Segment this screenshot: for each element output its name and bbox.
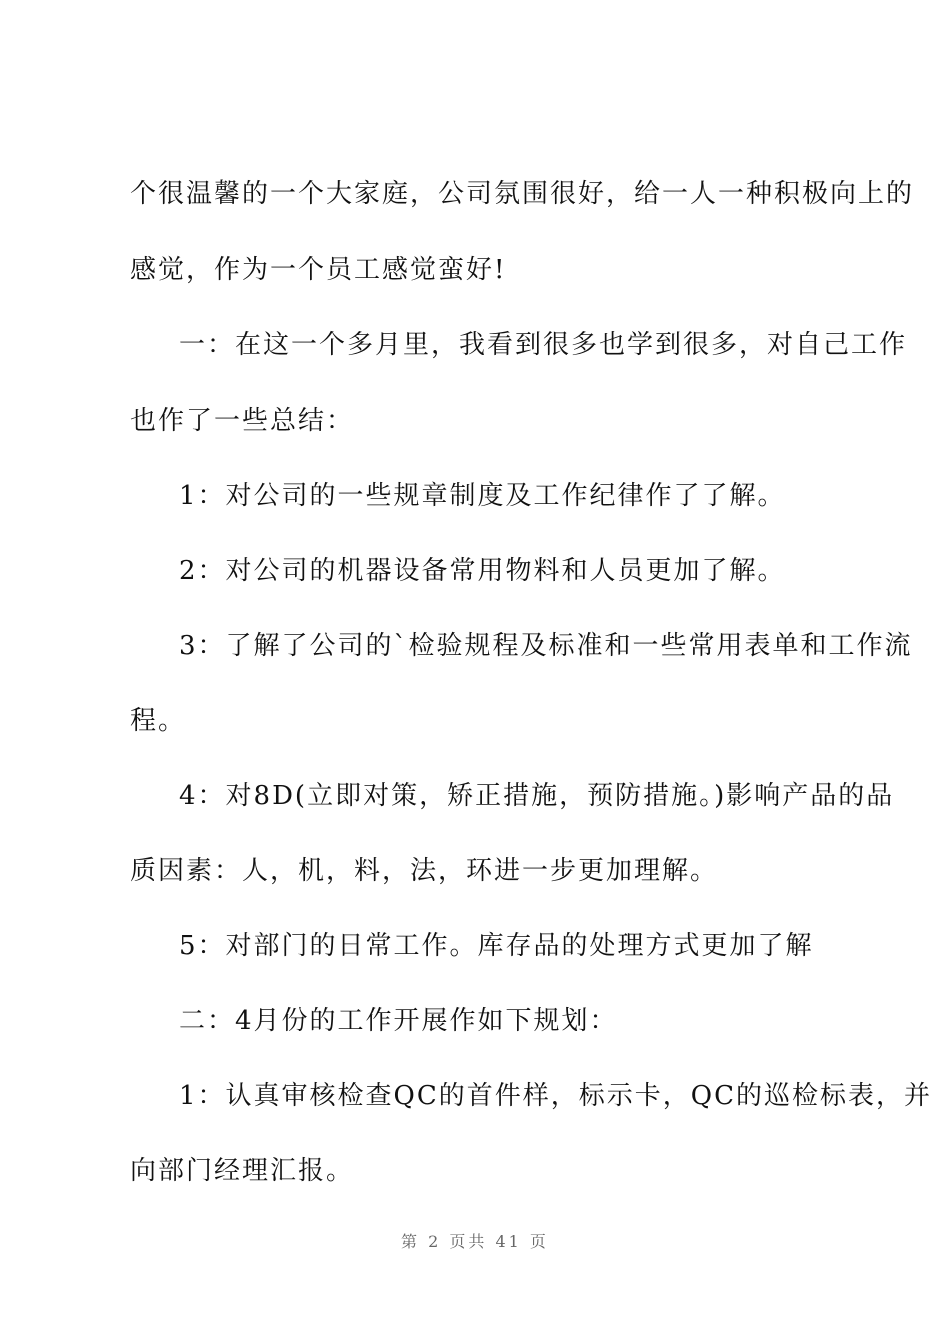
section-heading-two: 二：4月份的工作开展作如下规划： — [179, 1006, 618, 1036]
list-item-3: 3：了解了公司的`检验规程及标准和一些常用表单和工作流 — [179, 631, 913, 661]
list-item-4: 4：对8D(立即对策，矫正措施，预防措施。)影响产品的品 — [179, 781, 895, 811]
paragraph-line: 向部门经理汇报。 — [130, 1156, 355, 1186]
paragraph-line: 程。 — [130, 706, 187, 736]
plan-item-1: 1：认真审核检查QC的首件样，标示卡，QC的巡检标表，并 — [179, 1081, 932, 1111]
paragraph-line: 也作了一些总结： — [130, 406, 355, 436]
list-item-1: 1：对公司的一些规章制度及工作纪律作了了解。 — [179, 481, 786, 511]
paragraph-line: 个很温馨的一个大家庭，公司氛围很好，给一人一种积极向上的 — [130, 179, 915, 209]
section-heading-one: 一：在这一个多月里，我看到很多也学到很多，对自己工作 — [179, 330, 908, 360]
list-item-2: 2：对公司的机器设备常用物料和人员更加了解。 — [179, 556, 786, 586]
paragraph-line: 质因素：人，机，料，法，环进一步更加理解。 — [130, 856, 719, 886]
list-item-5: 5：对部门的日常工作。库存品的处理方式更加了解 — [179, 931, 814, 961]
page-number-footer: 第 2 页共 41 页 — [401, 1232, 549, 1251]
paragraph-line: 感觉，作为一个员工感觉蛮好! — [130, 255, 507, 285]
